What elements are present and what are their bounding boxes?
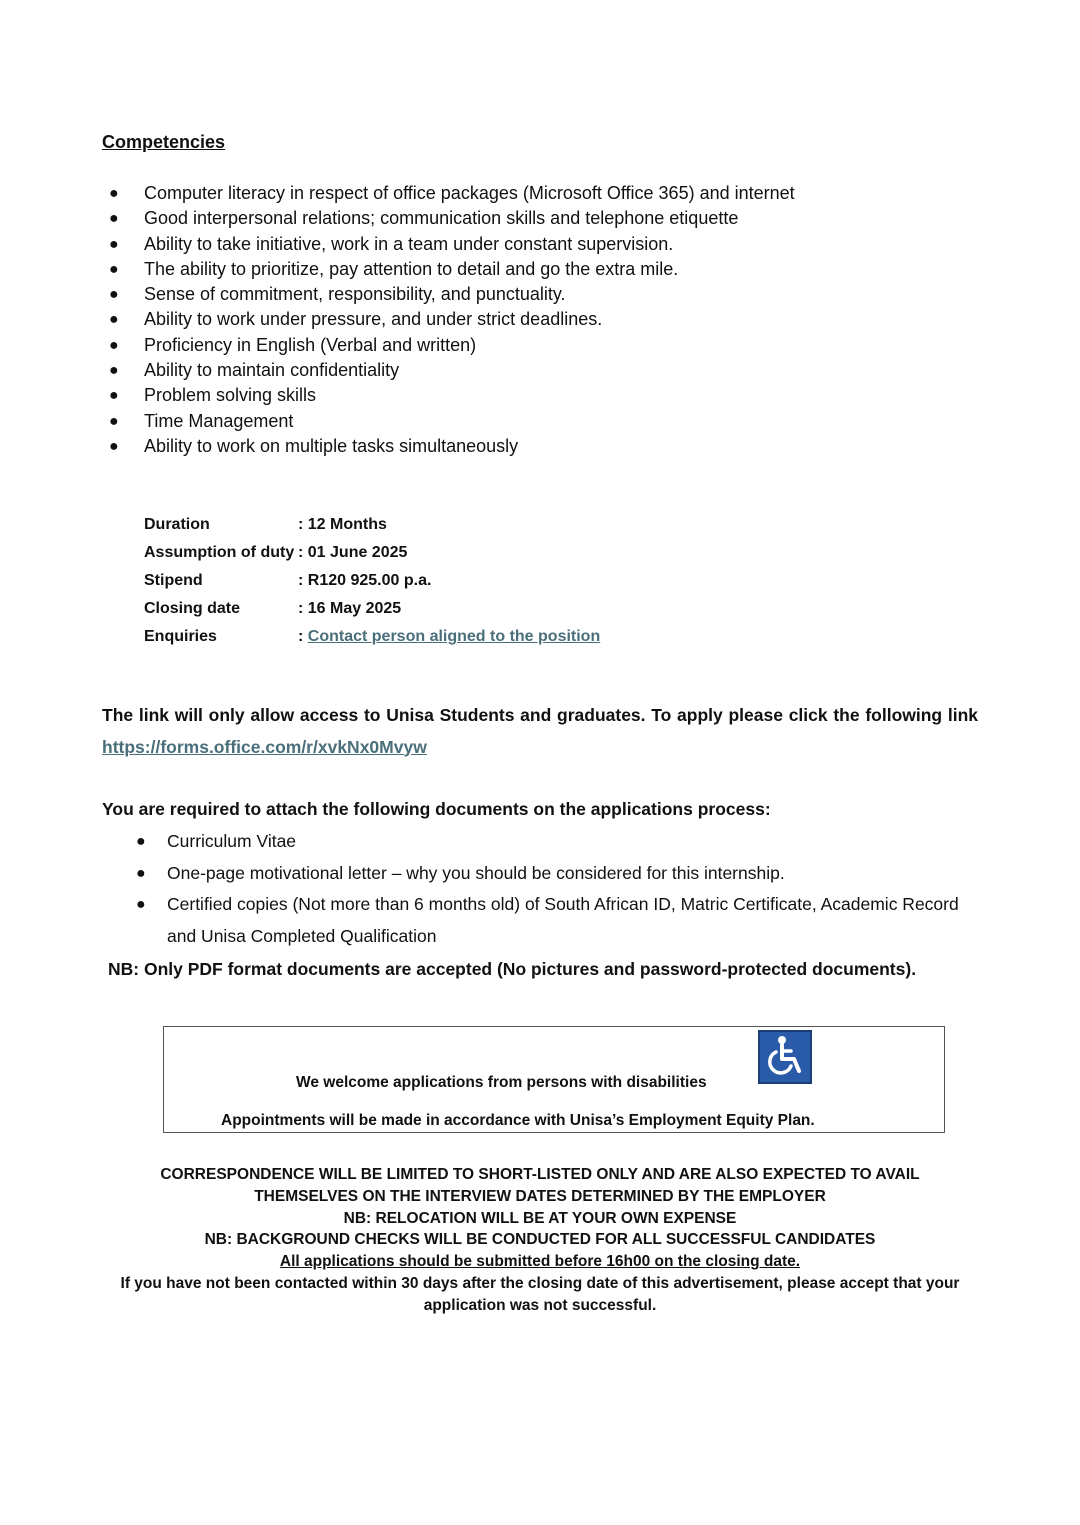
closing-date-label: Closing date (144, 600, 241, 618)
bullet-icon: ● (109, 311, 119, 329)
bullet-icon: ● (136, 833, 146, 850)
footer-line: CORRESPONDENCE WILL BE LIMITED TO SHORT-LISTED ONLY AND ARE ALSO EXPECTED TO AVAIL (160, 1166, 920, 1183)
duration-label: Duration (144, 516, 210, 533)
apply-form-link[interactable]: https://forms.office.com/r/xvkNx0Mvyw (102, 736, 427, 757)
bullet-icon: ● (109, 210, 119, 228)
closing-date-value: : 16 May 2025 (298, 600, 402, 618)
pdf-format-note: NB: Only PDF format documents are accepted (No pictures and password-protected documents). (108, 959, 917, 979)
background-check-note: NB: BACKGROUND CHECKS WILL BE CONDUCTED FOR ALL SUCCESSFUL CANDIDATES (204, 1231, 876, 1249)
stipend-value: : R120 925.00 p.a. (298, 572, 432, 590)
employment-equity-text: Appointments will be made in accordance with Unisa’s Employment Equity Plan. (221, 1112, 815, 1129)
bullet-icon: ● (109, 437, 119, 455)
stipend-label: Stipend (144, 572, 203, 590)
document-page: Competencies ● Computer literacy in respect of office packages (Microsoft Office 365) and internet ● Good interpersonal relations; communication skills and telephone etiquette ● Ability to take initiative, work in a team under constant supervision. ● The ability to prioritize, pay attention to detail and go the extra mile. ● Sense of commitment, responsibility, and punctuality. ● Ability to work under pressure, and under strict deadlines. ● Proficiency in English (Verbal and written) ● Ability to maintain confidentiality ● Problem solving skills ● Time Management ● Ability to work on multiple tasks simultaneously Duration : 12 Months Assumption of duty : 01 June 2025 Stipend : R120 925.00 p.a. Closing date : 16 May 2025 Enquiries : Contact person aligned to the position The link will only allow access to Unisa Students and graduates. To apply please click the following link https://forms.office.com/r/xvkNx0Mvyw You are required to attach the following documents on the applications process: ● Curriculum Vitae ● One-page motivational letter – why you should be considered for this internship. ● Certified copies (Not more than 6 months old) of South African ID, Matric Certificate, Academic Record and Unisa Completed Qualification NB: Only PDF format documents are accepted (No pictures and password-protected documents). We welcome applications from persons with disabilities Appointments will be made in accordance with Unisa’s Employment Equity Plan. CORRESPONDENCE WILL BE LIMITED TO SHORT-LISTED ONLY AND ARE ALSO EXPECTED TO AVAIL THEMSELVES ON THE INTERVIEW DATES DETERMINED BY THE EMPLOYER NB: RELOCATION WILL BE AT YOUR OWN EXPENSE NB: BACKGROUND CHECKS WILL BE CONDUCTED FOR ALL SUCCESSFUL CANDIDATES All applications should be submitted before 16h00 on the closing date. If you have not been contacted within 30 days after the closing date of this advertisement, please accept that your application was not successful. (0, 0, 1080, 1525)
bullet-icon: ● (136, 864, 146, 882)
unsuccessful-note: If you have not been contacted within 30 days after the closing date of this advertisement, please accept that your application was not successful. (120, 1274, 960, 1314)
apply-paragraph (102, 700, 978, 763)
documents-list (0, 826, 978, 952)
enquiries-colon: : (298, 628, 308, 646)
bullet-icon: ● (109, 362, 119, 380)
footer-line: THEMSELVES ON THE INTERVIEW DATES DETERMINED BY THE EMPLOYER (254, 1187, 826, 1205)
bullet-icon: ● (109, 185, 119, 202)
footer-notice (102, 1164, 978, 1317)
bullet-icon: ● (109, 387, 119, 405)
list-item: ● Certified copies (Not more than 6 months old) of South African ID, Matric Certificate, Academic Record and Unisa Completed Qualification (0, 889, 978, 952)
documents-intro: You are required to attach the following documents on the applications process: (102, 799, 771, 819)
bullet-icon: ● (109, 260, 119, 278)
assumption-label: Assumption of duty (144, 544, 295, 562)
duration-value: : 12 Months (298, 516, 387, 533)
bullet-icon: ● (109, 235, 119, 253)
competencies-heading: Competencies (102, 132, 226, 152)
enquiries-label: Enquiries (144, 628, 217, 646)
list-item: ● One-page motivational letter – why you should be considered for this internship. (0, 858, 978, 890)
bullet-icon: ● (136, 896, 146, 913)
bullet-icon: ● (109, 412, 119, 430)
list-item: ● Curriculum Vitae (0, 826, 978, 858)
enquiries-contact-link[interactable]: Contact person aligned to the position (307, 628, 601, 646)
wheelchair-icon (758, 1030, 812, 1084)
disability-welcome-text: We welcome applications from persons with disabilities (296, 1074, 707, 1091)
assumption-value: : 01 June 2025 (298, 544, 408, 562)
relocation-note: NB: RELOCATION WILL BE AT YOUR OWN EXPENSE (343, 1209, 737, 1227)
disability-notice-box (163, 1026, 945, 1133)
submission-deadline-note: All applications should be submitted before 16h00 on the closing date. (279, 1253, 801, 1271)
bullet-icon: ● (109, 286, 119, 304)
bullet-icon: ● (109, 336, 119, 354)
apply-text: The link will only allow access to Unisa Students and graduates. To apply please click the following link (102, 705, 978, 725)
